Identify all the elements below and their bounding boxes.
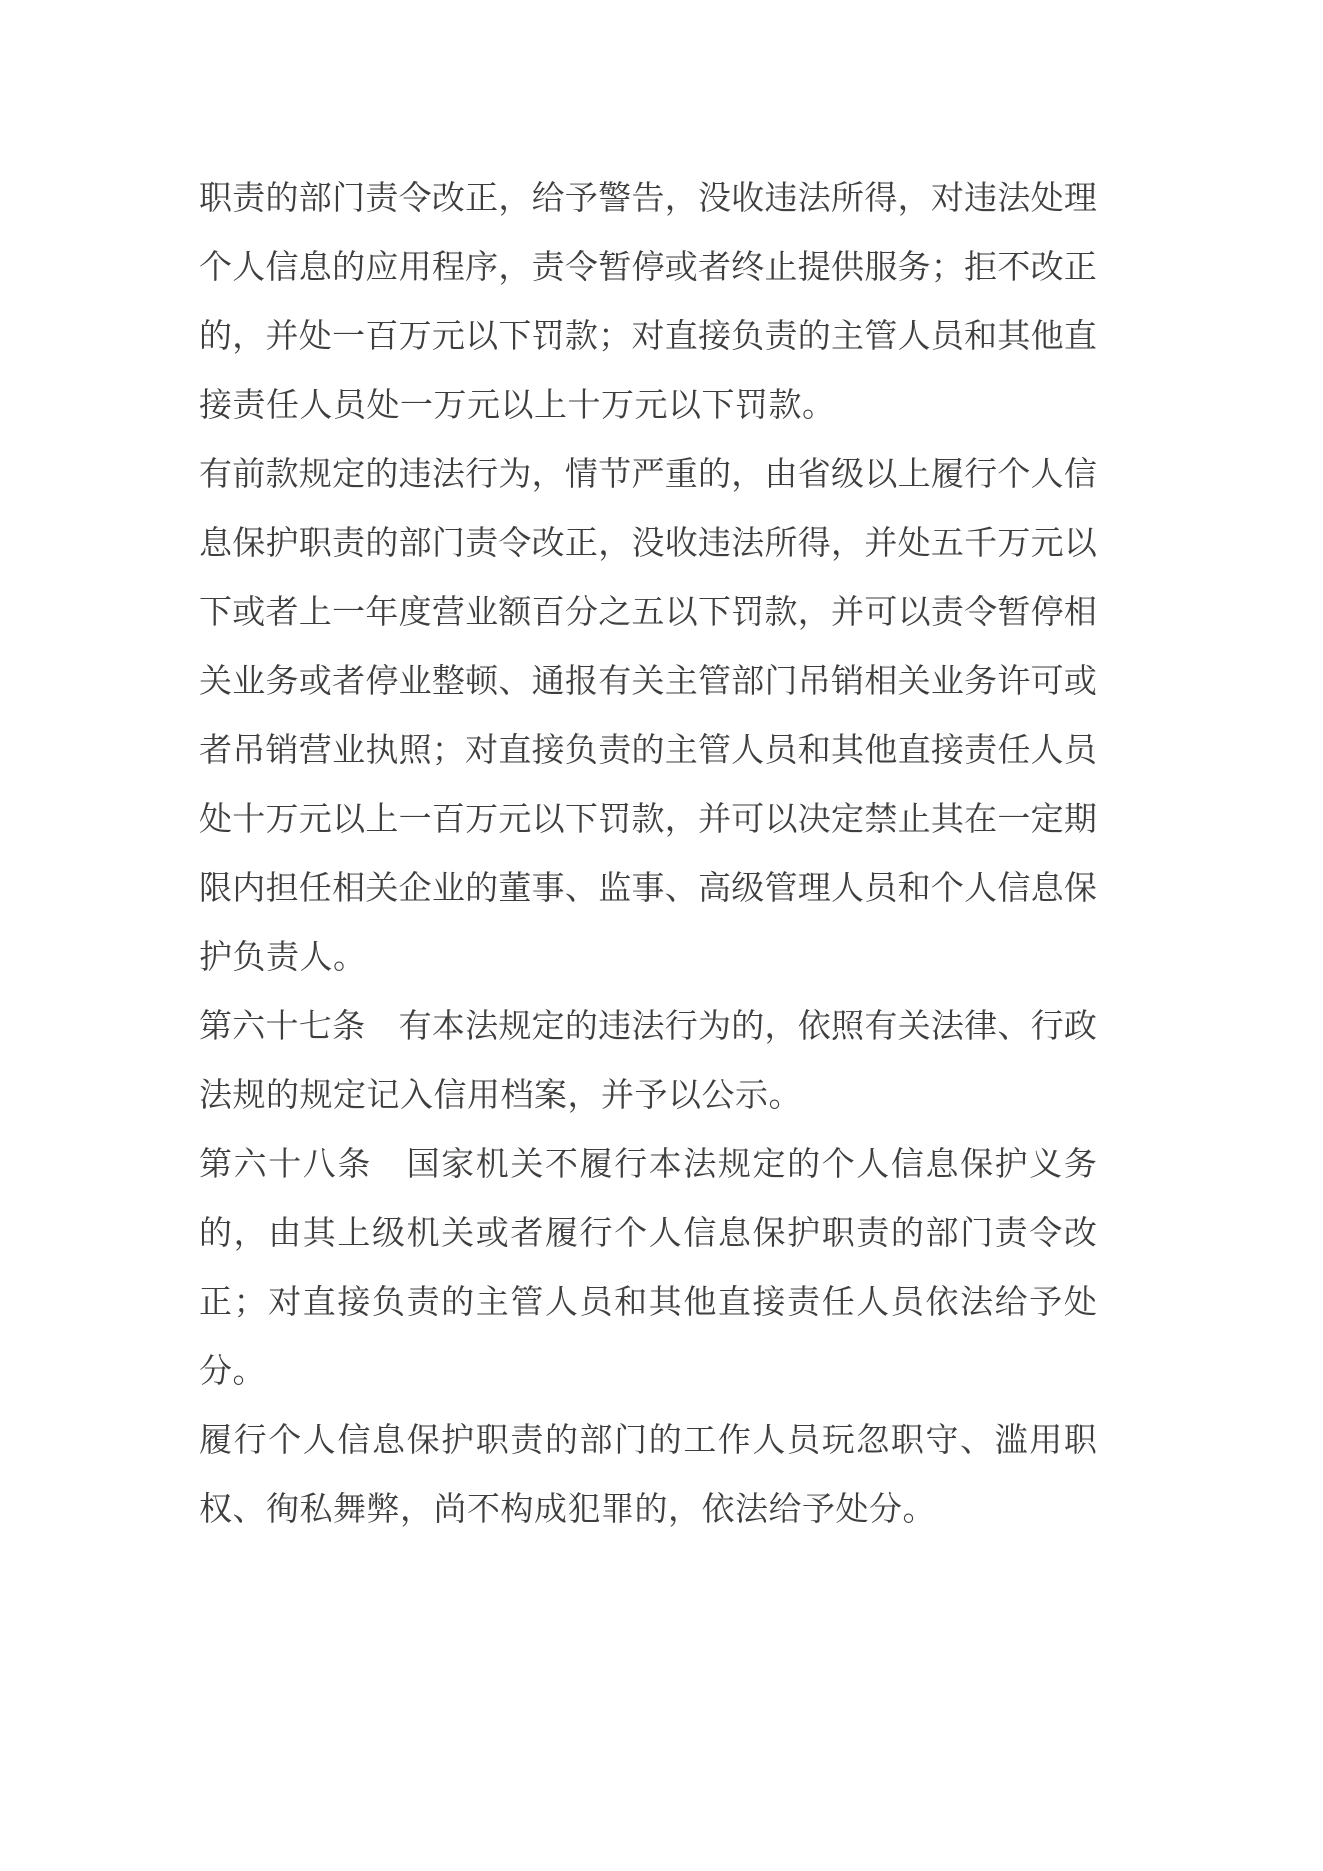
document-line: 护负责人。 bbox=[199, 937, 367, 976]
document-line: 接责任人员处一万元以上十万元以下罚款。 bbox=[199, 385, 836, 424]
document-line: 第 六 十 八 条 国 家 机 关 不 履 行 本 法 规 定 的 个 人 信 息 保 护 义 务 bbox=[199, 1144, 1097, 1183]
document-line: 履 行 个 人 信 息 保 护 职 责 的 部 门 的 工 作 人 员 玩 忽 职 守 、 滥 用 职 bbox=[199, 1420, 1097, 1459]
document-line: 处 十 万 元 以 上 一 百 万 元 以 下 罚 款 ， 并 可 以 决 定 禁 止 其 在 一 定 期 bbox=[199, 799, 1097, 838]
document-line: 下 或 者 上 一 年 度 营 业 额 百 分 之 五 以 下 罚 款 ， 并 可 以 责 令 暂 停 相 bbox=[199, 592, 1097, 631]
document-line: 的 ， 并 处 一 百 万 元 以 下 罚 款 ； 对 直 接 负 责 的 主 管 人 员 和 其 他 直 bbox=[199, 316, 1097, 355]
document-line: 限 内 担 任 相 关 企 业 的 董 事 、 监 事 、 高 级 管 理 人 员 和 个 人 信 息 保 bbox=[199, 868, 1097, 907]
document-line: 关 业 务 或 者 停 业 整 顿 、 通 报 有 关 主 管 部 门 吊 销 相 关 业 务 许 可 或 bbox=[199, 661, 1097, 700]
document-text-block bbox=[199, 163, 1097, 1543]
document-line: 正 ； 对 直 接 负 责 的 主 管 人 员 和 其 他 直 接 责 任 人 员 依 法 给 予 处 bbox=[199, 1282, 1097, 1321]
document-line: 有 前 款 规 定 的 违 法 行 为 ， 情 节 严 重 的 ， 由 省 级 以 上 履 行 个 人 信 bbox=[199, 454, 1097, 493]
document-line: 者 吊 销 营 业 执 照 ； 对 直 接 负 责 的 主 管 人 员 和 其 他 直 接 责 任 人 员 bbox=[199, 730, 1097, 769]
document-line: 第 六 十 七 条 有 本 法 规 定 的 违 法 行 为 的 ， 依 照 有 关 法 律 、 行 政 bbox=[199, 1006, 1097, 1045]
document-line: 职 责 的 部 门 责 令 改 正 ， 给 予 警 告 ， 没 收 违 法 所 得 ， 对 违 法 处 理 bbox=[199, 178, 1097, 217]
document-line: 的 ， 由 其 上 级 机 关 或 者 履 行 个 人 信 息 保 护 职 责 的 部 门 责 令 改 bbox=[199, 1213, 1097, 1252]
document-line: 息 保 护 职 责 的 部 门 责 令 改 正 ， 没 收 违 法 所 得 ， 并 处 五 千 万 元 以 bbox=[199, 523, 1097, 562]
document-line: 权、徇私舞弊，尚不构成犯罪的，依法给予处分。 bbox=[199, 1489, 936, 1528]
document-line: 分。 bbox=[199, 1351, 266, 1390]
document-line: 法规的规定记入信用档案，并予以公示。 bbox=[199, 1075, 802, 1114]
document-line: 个 人 信 息 的 应 用 程 序 ， 责 令 暂 停 或 者 终 止 提 供 服 务 ； 拒 不 改 正 bbox=[199, 247, 1097, 286]
